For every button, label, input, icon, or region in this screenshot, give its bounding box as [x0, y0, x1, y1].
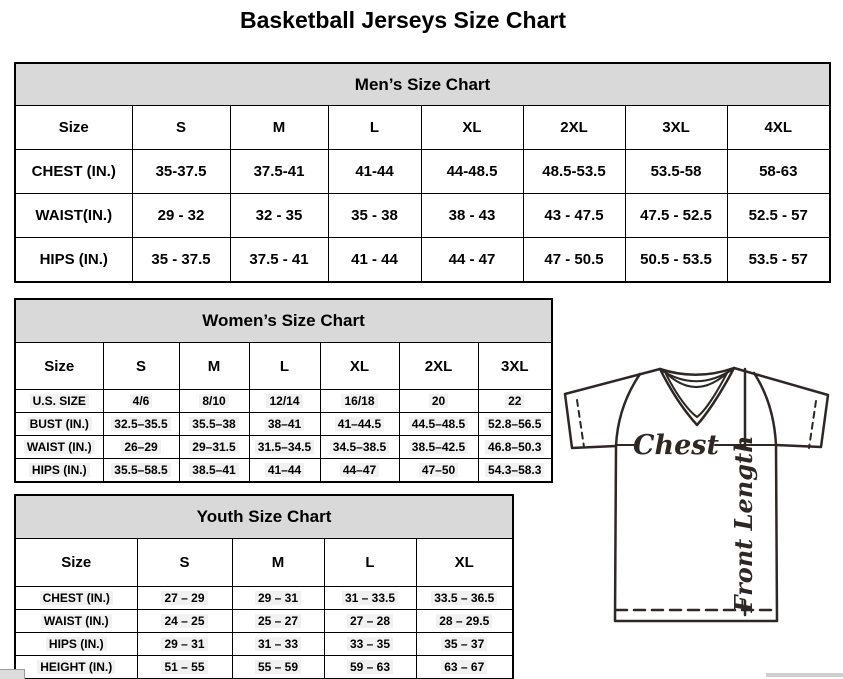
table-cell: 54.3–58.3 [478, 459, 552, 483]
column-header: 4XL [727, 106, 830, 150]
row-label: CHEST (IN.) [15, 150, 132, 194]
table-row [15, 390, 552, 413]
column-header: 2XL [523, 106, 625, 150]
table-cell: 12/14 [249, 390, 320, 413]
column-header: XL [320, 343, 399, 390]
column-header: XL [421, 106, 523, 150]
table-title-row [15, 63, 830, 106]
column-header: S [137, 539, 232, 587]
table-cell: 27 – 29 [137, 587, 232, 610]
table-cell: 38–41 [249, 413, 320, 436]
table-cell: 35-37.5 [132, 150, 230, 194]
table-cell: 31.5–34.5 [249, 436, 320, 459]
column-header: 3XL [625, 106, 727, 150]
table-cell: 34.5–38.5 [320, 436, 399, 459]
row-label: HIPS (IN.) [15, 459, 103, 483]
table-cell: 51 – 55 [137, 656, 232, 679]
table-row [15, 633, 513, 656]
jersey-measurement-diagram [556, 357, 840, 629]
table-row [15, 238, 830, 283]
table-cell: 29 – 31 [137, 633, 232, 656]
table-cell: 25 – 27 [232, 610, 324, 633]
table-title: Men’s Size Chart [15, 63, 830, 106]
row-label: WAIST(IN.) [15, 194, 132, 238]
table-cell: 41–44 [249, 459, 320, 483]
table-cell: 46.8–50.3 [478, 436, 552, 459]
column-header: L [328, 106, 421, 150]
table-title-row [15, 299, 552, 343]
row-label: U.S. SIZE [15, 390, 103, 413]
table-cell: 35 - 37.5 [132, 238, 230, 283]
column-header: M [230, 106, 328, 150]
row-label: CHEST (IN.) [15, 587, 137, 610]
column-header: Size [15, 343, 103, 390]
column-header: M [179, 343, 249, 390]
table-cell: 44 - 47 [421, 238, 523, 283]
column-header-row [15, 539, 513, 587]
table-cell: 22 [478, 390, 552, 413]
table-cell: 59 – 63 [324, 656, 416, 679]
table-cell: 58-63 [727, 150, 830, 194]
row-label: WAIST (IN.) [15, 436, 103, 459]
column-header: S [132, 106, 230, 150]
table-cell: 35.5–58.5 [103, 459, 179, 483]
table-row [15, 587, 513, 610]
table-title: Women’s Size Chart [15, 299, 552, 343]
column-header: XL [416, 539, 513, 587]
table-row [15, 459, 552, 483]
table-row [15, 436, 552, 459]
table-row [15, 150, 830, 194]
table-cell: 24 – 25 [137, 610, 232, 633]
table-cell: 43 - 47.5 [523, 194, 625, 238]
table-cell: 44-48.5 [421, 150, 523, 194]
row-label: HIPS (IN.) [15, 238, 132, 283]
page-title: Basketball Jerseys Size Chart [239, 7, 566, 33]
left-cuff-stitch [577, 400, 584, 447]
chest-label: Chest [633, 430, 719, 461]
table-cell: 26–29 [103, 436, 179, 459]
table-cell: 29 - 32 [132, 194, 230, 238]
column-header: 3XL [478, 343, 552, 390]
table-cell: 37.5-41 [230, 150, 328, 194]
table-cell: 48.5-53.5 [523, 150, 625, 194]
table-cell: 31 – 33.5 [324, 587, 416, 610]
womens-size-table [14, 298, 553, 483]
column-header: M [232, 539, 324, 587]
table-cell: 38 - 43 [421, 194, 523, 238]
column-header: L [324, 539, 416, 587]
table-title: Youth Size Chart [15, 495, 513, 539]
column-header: S [103, 343, 179, 390]
column-header: 2XL [399, 343, 478, 390]
mens-size-table [14, 62, 831, 283]
column-header: Size [15, 539, 137, 587]
scrollbar-corner-fragment[interactable] [0, 669, 25, 679]
column-header: L [249, 343, 320, 390]
table-cell: 31 – 33 [232, 633, 324, 656]
youth-table [14, 494, 514, 679]
table-cell: 35.5–38 [179, 413, 249, 436]
row-label: BUST (IN.) [15, 413, 103, 436]
table-cell: 47.5 - 52.5 [625, 194, 727, 238]
womens-table [14, 298, 553, 483]
table-cell: 20 [399, 390, 478, 413]
table-row [15, 656, 513, 679]
table-cell: 33 – 35 [324, 633, 416, 656]
table-cell: 41–44.5 [320, 413, 399, 436]
table-cell: 32.5–35.5 [103, 413, 179, 436]
column-header: Size [15, 106, 132, 150]
jersey-outline [565, 368, 828, 621]
table-cell: 33.5 – 36.5 [416, 587, 513, 610]
table-cell: 47–50 [399, 459, 478, 483]
table-cell: 52.5 - 57 [727, 194, 830, 238]
front-length-label: Front Length [729, 435, 758, 613]
table-cell: 53.5-58 [625, 150, 727, 194]
table-cell: 16/18 [320, 390, 399, 413]
table-title-row [15, 495, 513, 539]
table-cell: 44–47 [320, 459, 399, 483]
table-row [15, 194, 830, 238]
table-cell: 50.5 - 53.5 [625, 238, 727, 283]
table-cell: 29 – 31 [232, 587, 324, 610]
table-cell: 4/6 [103, 390, 179, 413]
column-header-row [15, 106, 830, 150]
table-cell: 32 - 35 [230, 194, 328, 238]
table-cell: 63 – 67 [416, 656, 513, 679]
table-cell: 53.5 - 57 [727, 238, 830, 283]
table-cell: 29–31.5 [179, 436, 249, 459]
table-cell: 44.5–48.5 [399, 413, 478, 436]
right-sleeve-seam [754, 373, 776, 445]
table-cell: 41-44 [328, 150, 421, 194]
table-cell: 35 – 37 [416, 633, 513, 656]
horizontal-scrollbar-thumb[interactable] [766, 673, 843, 677]
right-cuff-stitch [809, 401, 816, 448]
table-cell: 28 – 29.5 [416, 610, 513, 633]
table-row [15, 413, 552, 436]
row-label: WAIST (IN.) [15, 610, 137, 633]
table-cell: 47 - 50.5 [523, 238, 625, 283]
table-cell: 55 – 59 [232, 656, 324, 679]
column-header-row [15, 343, 552, 390]
table-cell: 41 - 44 [328, 238, 421, 283]
table-cell: 37.5 - 41 [230, 238, 328, 283]
table-cell: 27 – 28 [324, 610, 416, 633]
mens-table [14, 62, 831, 283]
table-cell: 35 - 38 [328, 194, 421, 238]
table-cell: 52.8–56.5 [478, 413, 552, 436]
youth-size-table [14, 494, 514, 679]
table-cell: 38.5–41 [179, 459, 249, 483]
row-label: HIPS (IN.) [15, 633, 137, 656]
table-row [15, 610, 513, 633]
table-cell: 8/10 [179, 390, 249, 413]
row-label: HEIGHT (IN.) [15, 656, 137, 679]
table-cell: 38.5–42.5 [399, 436, 478, 459]
